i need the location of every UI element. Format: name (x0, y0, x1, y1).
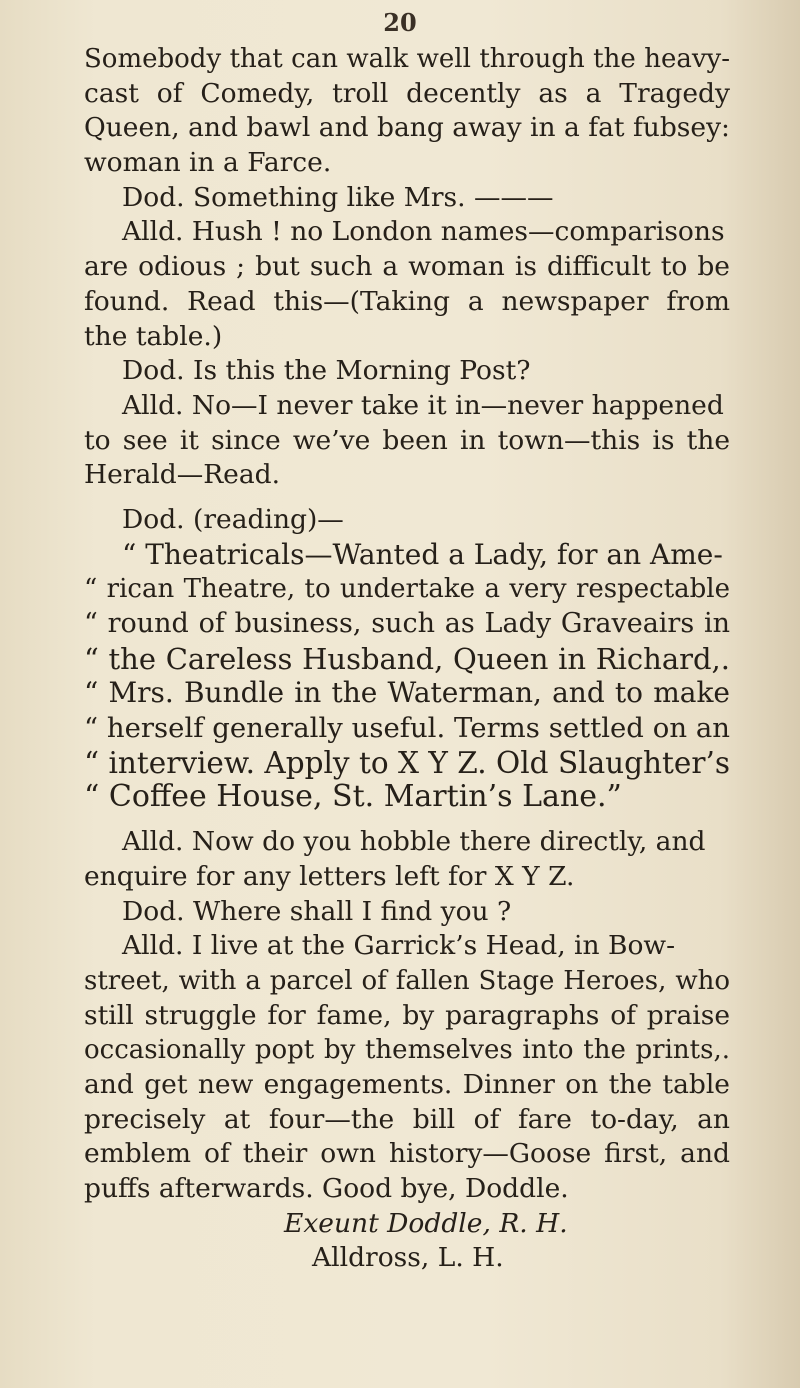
speech-dod-reading: Dod. (reading)— (122, 503, 344, 535)
text-line: Somebody that can walk well through the heavy- (84, 44, 730, 74)
text-line: Queen, and bawl and bang away in a fat fubsey: (84, 112, 730, 144)
advertisement-line: “ Mrs. Bundle in the Waterman, and to make (84, 676, 730, 710)
text-line: occasionally popt by themselves into the prints,. (84, 1035, 730, 1066)
speech-alld: Alld. I live at the Garrick’s Head, in Bow- (122, 930, 676, 962)
exit-direction: Alldross, L. H. (312, 1242, 504, 1274)
text-line: street, with a parcel of fallen Stage Heroes, who (84, 965, 730, 996)
text-line: puffs afterwards. Good bye, Doddle. (84, 1173, 569, 1204)
text-line: found. Read this—(Taking a newspaper from (84, 285, 730, 317)
body-text (84, 42, 730, 1276)
advertisement-line: “ rican Theatre, to undertake a very respectable (84, 574, 730, 605)
text-line: still struggle for fame, by paragraphs of praise (84, 999, 730, 1031)
speech-alld: Alld. Hush ! no London names—comparisons (122, 216, 725, 248)
speech-dod: Dod. Where shall I find you ? (122, 895, 512, 927)
text-line: are odious ; but such a woman is difficult to be (84, 251, 730, 283)
advertisement-line: “ round of business, such as Lady Graveairs in (84, 608, 730, 639)
text-line: enquire for any letters left for X Y Z. (84, 860, 575, 892)
text-line: to see it since we’ve been in town—this is the (84, 424, 730, 456)
text-line: woman in a Farce. (84, 147, 332, 179)
advertisement-line: “ Coffee House, St. Martin’s Lane.” (84, 780, 622, 815)
text-line: and get new engagements. Dinner on the table (84, 1068, 730, 1100)
advertisement-line: “ the Careless Husband, Queen in Richard,. (84, 641, 730, 676)
page-number: 20 (383, 8, 417, 37)
stage-direction: the table.) (84, 320, 223, 352)
text-line: precisely at four—the bill of fare to-day, an (84, 1103, 730, 1135)
advertisement-line: “ herself generally useful. Terms settled on an (84, 712, 730, 745)
exit-direction: Exeunt Doddle, R. H. (284, 1207, 568, 1239)
speech-dod: Dod. Is this the Morning Post? (122, 355, 531, 387)
advertisement-line: “ Theatricals—Wanted a Lady, for an Ame- (122, 537, 723, 571)
advertisement-line: “ interview. Apply to X Y Z. Old Slaughter’s (84, 745, 730, 780)
text-line: Herald—Read. (84, 459, 281, 491)
text-line: emblem of their own history—Goose first, and (84, 1138, 730, 1170)
speech-dod: Dod. Something like Mrs. ——— (122, 181, 554, 213)
speech-alld: Alld. No—I never take it in—never happened (122, 389, 724, 421)
text-line: cast of Comedy, troll decently as a Tragedy (84, 77, 730, 109)
speech-alld: Alld. Now do you hobble there directly, and (122, 826, 706, 858)
